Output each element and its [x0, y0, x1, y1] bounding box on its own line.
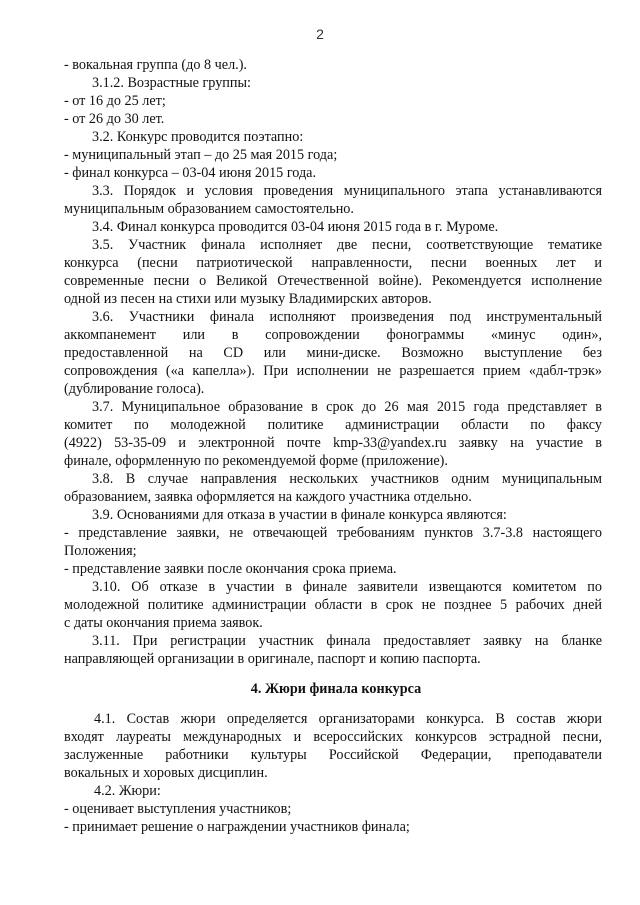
section-4-text — [64, 710, 602, 836]
text-line: 3.4. Финал конкурса проводится 03-04 июня 2015 года в г. Муроме. — [92, 219, 499, 235]
text-line: 3.2. Конкурс проводится поэтапно: — [92, 129, 304, 145]
text-line: 3.10. Об отказе в участии в финале заявители извещаются комитетом по — [92, 579, 602, 595]
text-line: муниципальным образованием самостоятельно. — [64, 201, 354, 217]
text-line: входят лауреаты международных и всероссийских конкурсов эстрадной песни, — [64, 729, 602, 745]
page-number: 2 — [316, 26, 324, 42]
text-line: 3.6. Участники финала исполняют произведения под инструментальный — [92, 309, 602, 325]
text-line: вокальных и хоровых дисциплин. — [64, 765, 268, 781]
text-line: заслуженные работники культуры Российской Федерации, преподаватели — [64, 747, 602, 763]
text-line: 3.8. В случае направления нескольких участников одним муниципальным — [92, 471, 602, 487]
text-line: - вокальная группа (до 8 чел.). — [64, 57, 247, 73]
text-line: аккомпанемент или в сопровождении фонограммы «минус один», — [64, 327, 602, 343]
text-line: - представление заявки, не отвечающей требованиям пунктов 3.7-3.8 настоящего — [64, 525, 602, 541]
text-line: комитет по молодежной политике администрации области по факсу — [64, 417, 602, 433]
text-line: с даты окончания приема заявок. — [64, 615, 263, 631]
text-line: 3.9. Основаниями для отказа в участии в финале конкурса являются: — [92, 507, 507, 523]
text-line: 4.2. Жюри: — [94, 783, 161, 799]
document-body — [64, 56, 602, 836]
text-line: образованием, заявка оформляется на каждого участника отдельно. — [64, 489, 472, 505]
text-line: 3.7. Муниципальное образование в срок до 26 мая 2015 года представляет в — [92, 399, 602, 415]
text-line: 3.11. При регистрации участник финала предоставляет заявку на бланке — [92, 633, 602, 649]
text-line: современные песни о Великой Отечественной войне). Рекомендуется исполнение — [64, 273, 602, 289]
text-line: - финал конкурса – 03-04 июня 2015 года. — [64, 165, 317, 181]
text-line: - представление заявки после окончания срока приема. — [64, 561, 397, 577]
text-line: финале, оформленную по рекомендуемой форме (приложение). — [64, 453, 448, 469]
text-line: молодежной политике администрации области в срок не позднее 5 рабочих дней — [64, 597, 602, 613]
text-line: 3.1.2. Возрастные группы: — [92, 75, 251, 91]
text-line: - оценивает выступления участников; — [64, 801, 292, 817]
text-line: направляющей организации в оригинале, паспорт и копию паспорта. — [64, 651, 481, 667]
text-line: - принимает решение о награждении участников финала; — [64, 819, 410, 835]
section-heading: 4. Жюри финала конкурса — [250, 681, 422, 697]
text-line: конкурса (песни патриотической направленности, песни военных лет и — [64, 255, 602, 271]
text-line: предоставленной на CD или мини-диске. Возможно выступление без — [64, 345, 602, 361]
text-line: сопровождения («а капелла»). При исполнении не разрешается прием «дабл-трэк» — [64, 363, 602, 379]
text-line: (4922) 53-35-09 и электронной почте kmp-33@yandex.ru заявку на участие в — [64, 435, 602, 451]
text-line: - от 26 до 30 лет. — [64, 111, 165, 127]
text-line: - муниципальный этап – до 25 мая 2015 года; — [64, 147, 338, 163]
text-line: 3.3. Порядок и условия проведения муниципального этапа устанавливаются — [92, 183, 602, 199]
text-line: Положения; — [64, 543, 137, 559]
text-line: - от 16 до 25 лет; — [64, 93, 166, 109]
section-3-text — [64, 56, 602, 668]
text-line: одной из песен на стихи или музыку Владимирских авторов. — [64, 291, 432, 307]
text-line: 4.1. Состав жюри определяется организаторами конкурса. В состав жюри — [94, 711, 602, 727]
text-line: (дублирование голоса). — [64, 381, 205, 397]
text-line: 3.5. Участник финала исполняет две песни, соответствующие тематике — [92, 237, 602, 253]
